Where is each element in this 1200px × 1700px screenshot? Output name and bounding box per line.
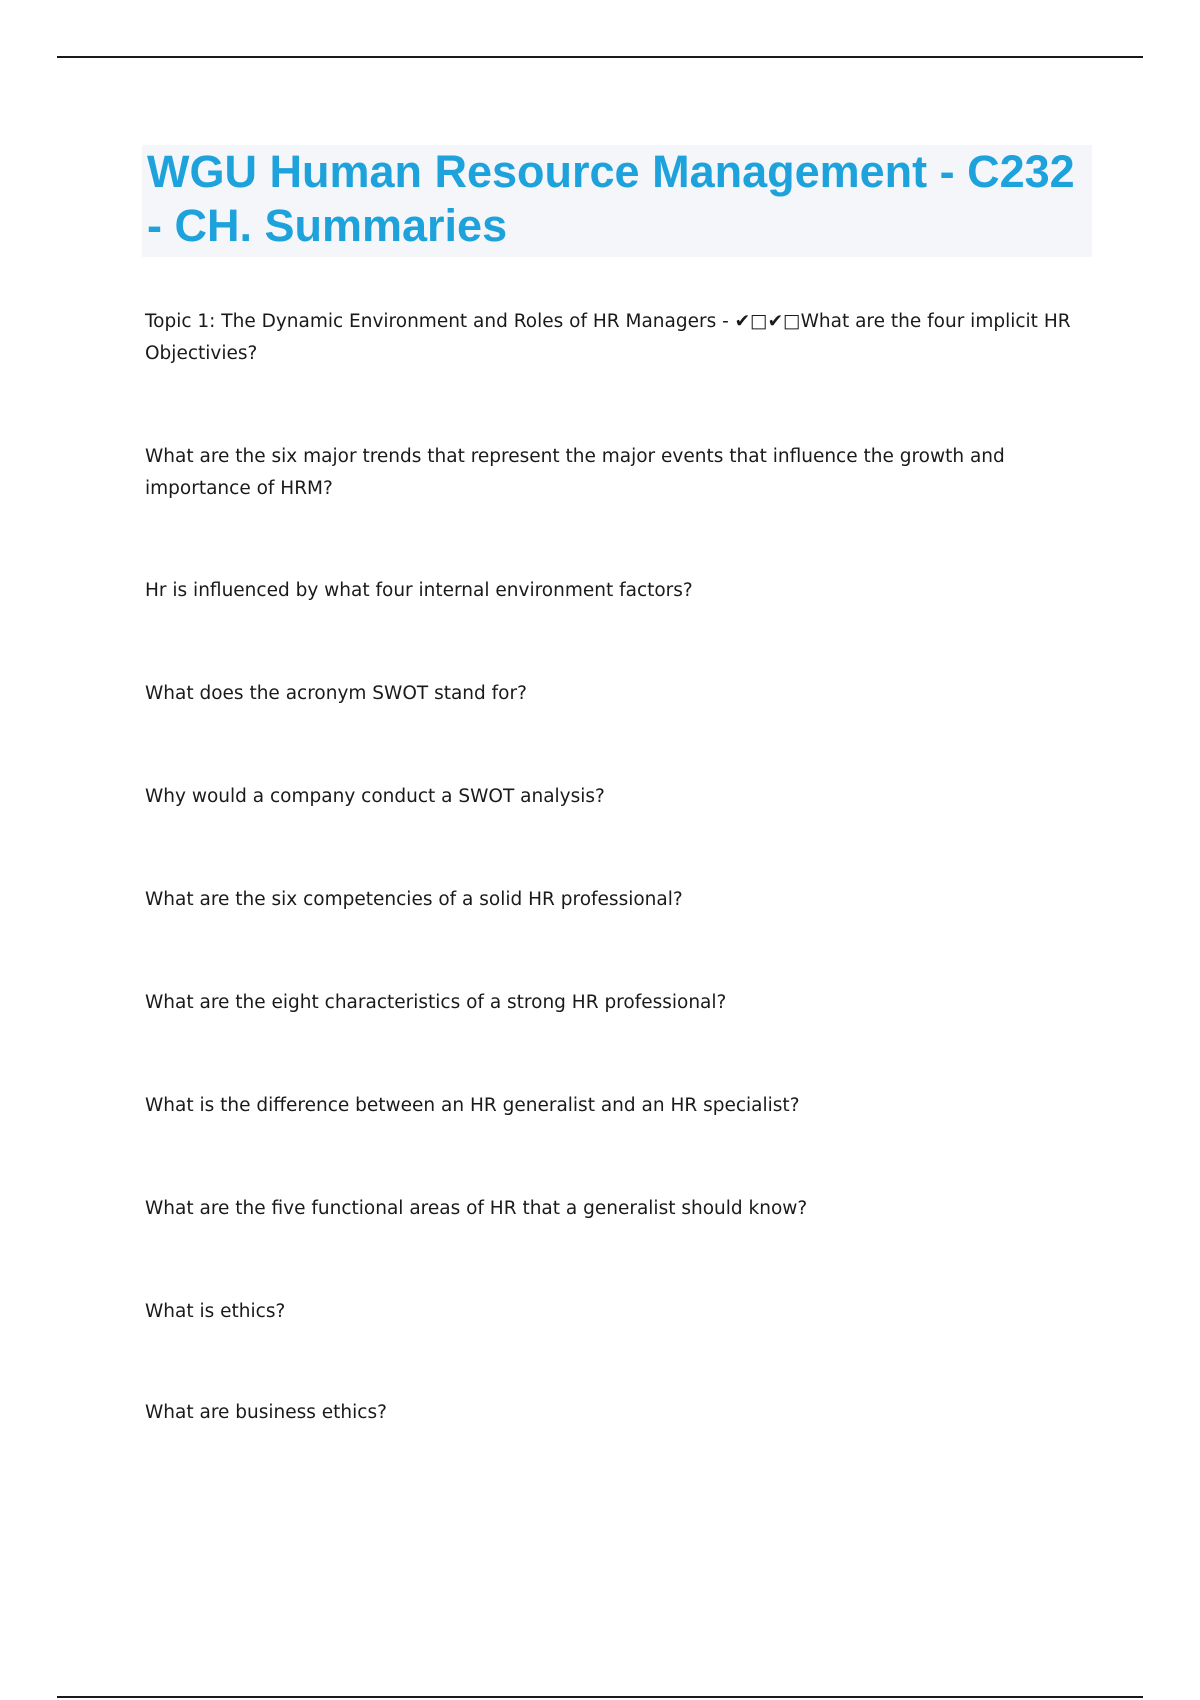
question-item: What are the six major trends that represent the major events that influence the growth and importance of HRM? [145,446,1005,499]
page-header-rule [57,56,1143,58]
question-item: What are business ethics? [145,1402,387,1423]
question-item: Hr is influenced by what four internal environment factors? [145,580,693,601]
question-item: What is ethics? [145,1301,286,1322]
question-item: What does the acronym SWOT stand for? [145,683,527,704]
question-item: What is the difference between an HR generalist and an HR specialist? [145,1095,800,1116]
question-item: What are the five functional areas of HR that a generalist should know? [145,1198,808,1219]
question-item: What are the six competencies of a solid HR professional? [145,889,683,910]
question-item: What are the eight characteristics of a strong HR professional? [145,992,727,1013]
question-list [145,306,1075,1500]
question-item: Why would a company conduct a SWOT analysis? [145,786,605,807]
document-title: WGU Human Resource Management - C232 - CH. Summaries [147,146,1075,251]
title-block [142,145,1092,257]
page-footer-rule [57,1696,1143,1698]
question-item: Topic 1: The Dynamic Environment and Roles of HR Managers - ✔□✔□What are the four implicit HR Objectivies? [145,311,1071,364]
